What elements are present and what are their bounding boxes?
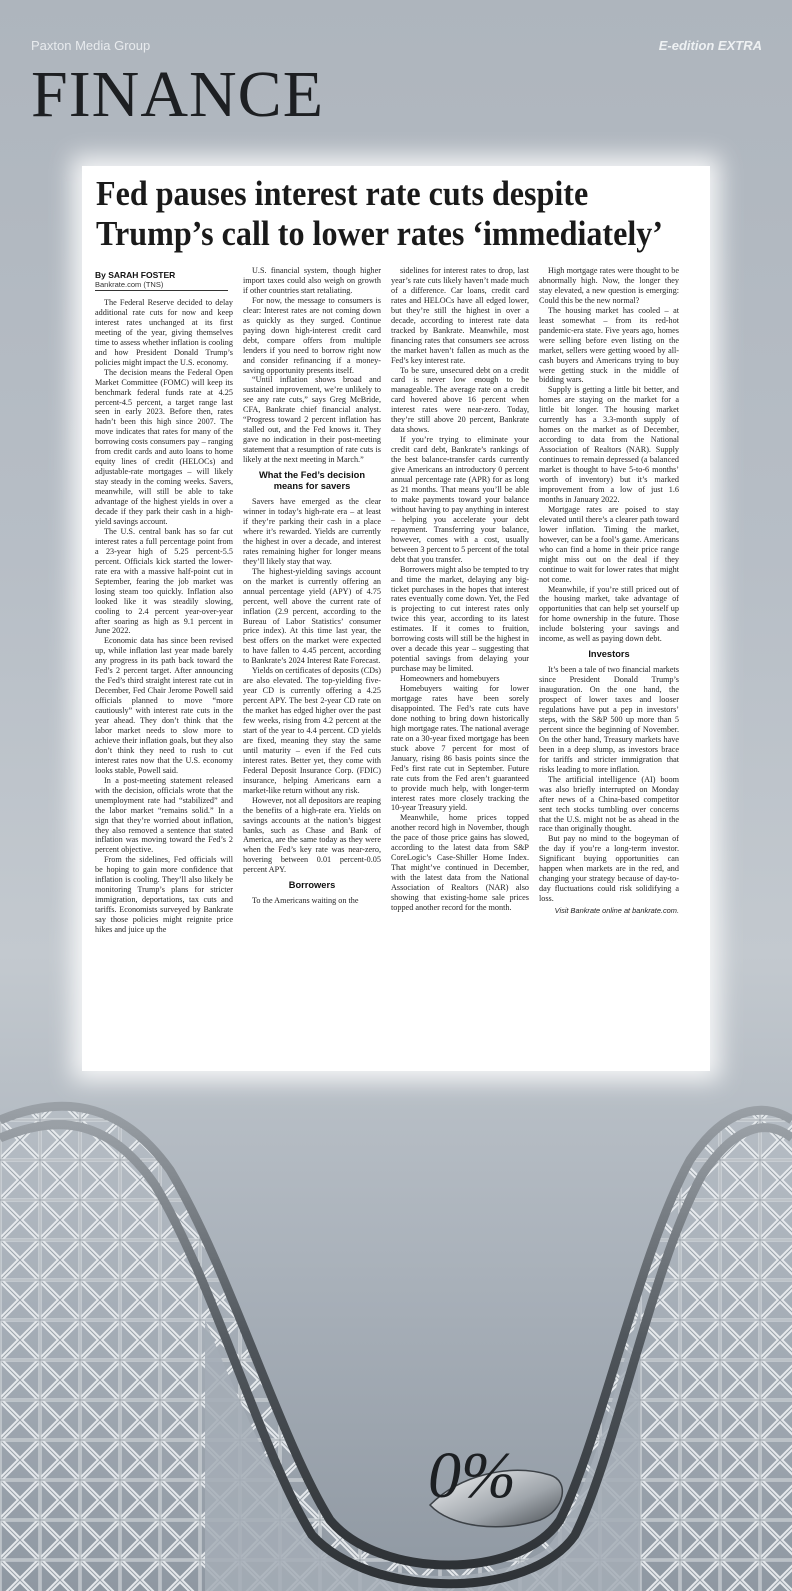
paragraph: However, not all depositors are reaping the benefits of a high-rate era. Yields on savings accounts at the nation’s biggest banks, such as Chase and Bank of America, are the same today as they were when the Fed’s key rate was near-zero, hovering between 0.01 percent-0.05 percent APY.	[243, 795, 381, 875]
paragraph: The decision means the Federal Open Market Committee (FOMC) will keep its benchmark federal funds rate at 4.25 percent-4.5 percent, a target range last seen in early 2023. Before then, rates hadn’t been this high since 2007. The move indicates that rates for many of the borrowing costs consumers pay – ranging from credit cards and auto loans to home equity lines of credit (HELOCs) and adjustable-rate mortgages – will likely stay steady in the coming weeks. Savers, meanwhile, will still be able to take advantage of the highest yields in over a decade if they park their cash in a high-yield savings account.	[95, 367, 233, 526]
paragraph: High mortgage rates were thought to be abnormally high. Now, the longer they stay elevated, a new question is emerging: Could this be the new normal?	[539, 266, 679, 305]
paragraph: U.S. financial system, though higher import taxes could also weigh on growth if other countries start retaliating.	[243, 266, 381, 295]
subhead: What the Fed’s decision means for savers	[258, 470, 366, 492]
paragraph: The Federal Reserve decided to delay additional rate cuts for now and keep interest rates unchanged at its first meeting of the year, giving themselves time to assess whether inflation is cooling and how President Donald Trump’s policies might impact the U.S. economy.	[95, 298, 233, 367]
percent-rider-glyphs: 0%	[428, 1439, 516, 1512]
paragraph: Economic data has since been revised up, while inflation last year made barely any progress in its path back toward the Fed’s 2 percent target. After announcing the Fed’s third straight interest rate cut in December, Fed Chair Jerome Powell said officials planned to move “more cautiously” with interest rate cuts in the year ahead. They don’t think that the labor market needs to slow more to achieve their inflation goals, but they also don’t think they need to rush to cut interest rates now that the U.S. economy looks stable, Powell said.	[95, 636, 233, 775]
paragraph: The highest-yielding savings account on the market is currently offering an annual percentage yield (APY) of 4.75 percent, well above the current rate of inflation (2.9 percent, according to the Bureau of Labor Statistics’ consumer price index). At this time last year, the best offers on the market were expected to have fallen to 4.45 percent, according to Bankrate’s 2024 Interest Rate Forecast.	[243, 566, 381, 666]
headline: Fed pauses interest rate cuts despite Trump’s call to lower rates ‘immediately’	[96, 175, 663, 253]
paragraph: sidelines for interest rates to drop, last year’s rate cuts likely haven’t made much of a difference. Car loans, credit card rates and HELOCs have all edged lower, but they’re still the highest in over a decade, according to interest rate data tracked by Bankrate. Meanwhile, most financing rates that consumers see across the market haven’t fallen as much as the Fed’s key interest rate.	[391, 266, 529, 365]
article-column-2	[243, 266, 381, 906]
paragraph: The artificial intelligence (AI) boom was also briefly interrupted on Monday after news of a China-based competitor sent tech stocks tumbling over concerns that the U.S. might not be as ahead in the race than originally thought.	[539, 774, 679, 834]
paragraph: The U.S. central bank has so far cut interest rates a full percentage point from a 23-year high of 5.25 percent-5.5 percent. Officials kick started the lower-rate era with a massive half-point cut in September, fearing the job market was losing steam too quickly. Inflation also looked like it was steadily slowing, cooling to 2.4 percent year-over-year after soaring as high as 9.1 percent in June 2022.	[95, 526, 233, 636]
byline-author: By SARAH FOSTER	[95, 270, 176, 280]
paragraph: Mortgage rates are poised to stay elevated until there’s a clearer path toward lower inflation. Timing the market, however, can be a fool’s game. Americans who can find a home in their price range might miss out on the deal if they continue to wait for lower rates that might not come.	[539, 504, 679, 584]
paragraph: “Until inflation shows broad and sustained improvement, we’re unlikely to see any rate cuts,” says Greg McBride, CFA, Bankrate chief financial analyst. “Progress toward 2 percent inflation has stalled out, and the Fed knows it. They gave no indication in their post-meeting statement that a resumption of rate cuts is likely at the next meeting in March.”	[243, 375, 381, 465]
paragraph: In a post-meeting statement released with the decision, officials wrote that the unemployment rate had “stabilized” and the labor market “remains solid.” In a sign that they’re worried about inflation, they also removed a sentence that stated inflation was moving toward the Fed’s 2 percent objective.	[95, 775, 233, 855]
article-card	[82, 166, 710, 1071]
roller-coaster-illustration	[0, 1080, 792, 1591]
subhead: Borrowers	[288, 880, 336, 891]
paragraph: To the Americans waiting on the	[252, 896, 359, 906]
paragraph: Savers have emerged as the clear winner in today’s high-rate era – at least if they’re parking their cash in a place where it’s rewarded. Yields are currently the highest in over a decade, and interest rates remaining higher for longer means they’ll likely stay that way.	[243, 497, 381, 566]
byline-source: Bankrate.com (TNS)	[95, 280, 164, 289]
paragraph: But pay no mind to the bogeyman of the day if you’re a long-term investor. Significant buying opportunities can happen when markets are in the red, and changing your strategy because of day-to-day fluctuations could risk solidifying a loss.	[539, 834, 679, 904]
section-title: FINANCE	[31, 58, 325, 131]
paragraph: The housing market has cooled – at least somewhat – from its red-hot pandemic-era state. Five years ago, homes were selling before even listing on the market, sellers were getting wooed by all-cash buyers and Americans trying to buy were getting stuck in the middle of bidding wars.	[539, 305, 679, 385]
article-column-4	[539, 266, 679, 916]
paragraph: Meanwhile, home prices topped another record high in November, though the pace of those price gains has slowed, according to the latest data from S&P CoreLogic’s Case-Shiller Home Index. That might’ve continued in December, with the latest data from the National Association of Realtors (NAR) also showing that existing-home sale prices topped another record for the month.	[391, 813, 529, 912]
article-credit: Visit Bankrate online at bankrate.com.	[554, 906, 679, 916]
paragraph: Borrowers might also be tempted to try and time the market, delaying any big-ticket purchases in the hopes that interest rates eventually come down. Yet, the Fed is projecting to cut interest rates only twice this year, according to its latest estimates. If it comes to fruition, borrowing costs will still be the highest in over a decade this year – suggesting that potential savings from delaying your purchase may be limited.	[391, 564, 529, 674]
paragraph: To be sure, unsecured debt on a credit card is never low enough to be manageable. The average rate on a credit card hovered above 16 percent when interest rates were near-zero. Today, they’re still above 20 percent, Bankrate data shows.	[391, 365, 529, 435]
paragraph: Homebuyers waiting for lower mortgage rates have been sorely disappointed. The Fed’s rate cuts have done nothing to bring down historically high mortgage rates. The national average rate on a 30-year fixed mortgage has been stuck above 7 percent for most of January, rising 86 basis points since the Fed’s first rate cut in September. Future rate cuts from the Fed aren’t guaranteed to provide much help, with longer-term interest rates more closely tracking the 10-year Treasury yield.	[391, 684, 529, 813]
masthead-publisher: Paxton Media Group	[31, 38, 151, 53]
paragraph: Supply is getting a little bit better, and homes are staying on the market for a little bit longer. The housing market currently has a 3.3-month supply of homes on the market as of December, according to data from the National Association of Realtors (NAR). Supply continues to remain depressed (a balanced market is thought to have 5-to-6 months’ worth of inventory) but it’s marked improvement from a low of just 1.6 months in January 2022.	[539, 385, 679, 504]
article-column-1	[95, 298, 233, 935]
article-column-3	[391, 266, 529, 913]
paragraph: Meanwhile, if you’re still priced out of the housing market, take advantage of opportunities that can help set yourself up for home ownership in the future. Those include bolstering your savings and income, as well as paying down debt.	[539, 584, 679, 644]
paragraph: Homeowners and homebuyers	[400, 674, 500, 684]
byline	[95, 270, 228, 291]
paragraph: For now, the message to consumers is clear: Interest rates are not coming down as quickly as they surged. Continue paying down high-interest credit card debt, compare offers from multiple lenders if you need to borrow right now and consider refinancing if a money-saving opportunity presents itself.	[243, 295, 381, 375]
paragraph: If you’re trying to eliminate your credit card debt, Bankrate’s rankings of the best balance-transfer cards currently give Americans an introductory 0 percent annual percentage rate (APR) for as long as 21 months. That means you’ll be able to make payments toward your balance without having to pay anything in interest – helping you accelerate your debt repayment. Transferring your balance, however, comes with a cost, usually between 3 percent to 5 percent of the total debt that you transfer.	[391, 435, 529, 564]
paragraph: Yields on certificates of deposits (CDs) are also elevated. The top-yielding five-year CD is currently offering a 4.25 percent APY. The best 2-year CD rate on the market has edged higher over the past few weeks, rising from 4.2 percent at the start of the year to 4.4 percent. CD yields are fixed, meaning they stay the same until maturity – even if the Fed cuts interest rates. Better yet, they come with Federal Deposit Insurance Corp. (FDIC) insurance, helping Americans earn a market-like return without any risk.	[243, 666, 381, 795]
paragraph: It’s been a tale of two financial markets since President Donald Trump’s inauguration. On the one hand, the prospect of lower taxes and looser regulations have put a pep in investors’ steps, with the S&P 500 up more than 5 percent since the beginning of November. On the other hand, Treasury markets have been in a deep slump, as investors brace for tariffs and stricter immigration that risks leading to more inflation.	[539, 665, 679, 774]
paragraph: From the sidelines, Fed officials will be hoping to gain more confidence that inflation is cooling. They’ll also likely be monitoring Trump’s plans for stricter immigration, deportations, tax cuts and tariffs. Economists surveyed by Bankrate say those policies might reignite price hikes and juice up the	[95, 855, 233, 935]
masthead-edition: E-edition EXTRA	[658, 38, 762, 53]
subhead: Investors	[588, 649, 630, 660]
